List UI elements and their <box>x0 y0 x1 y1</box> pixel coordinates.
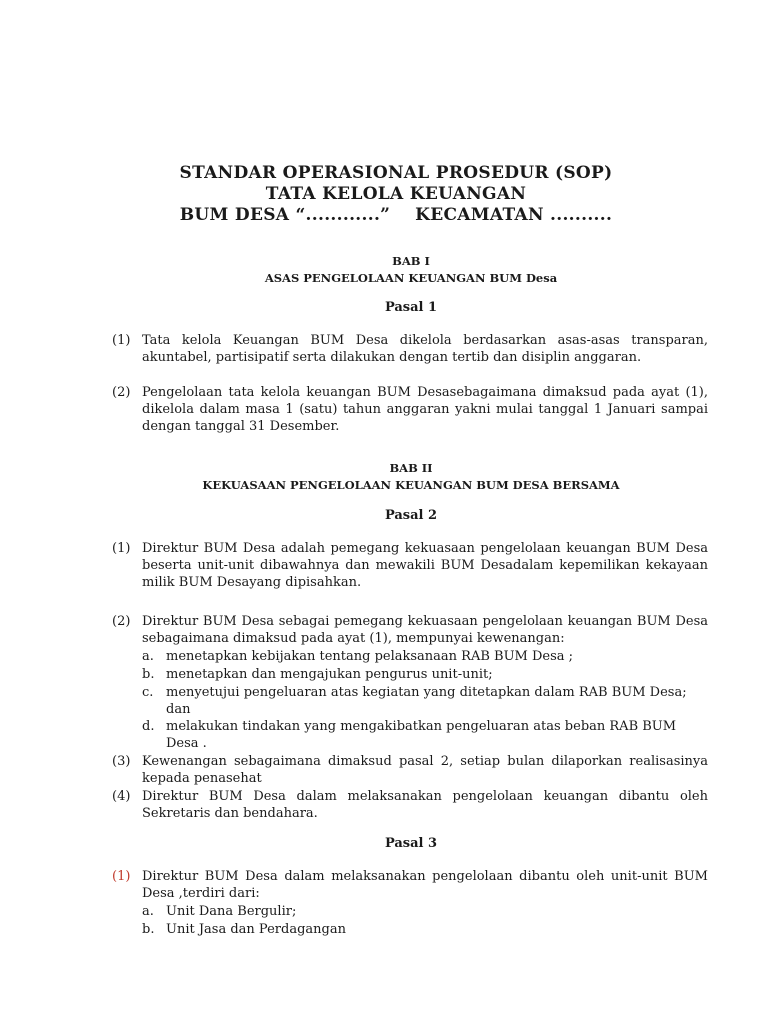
subitem-text: melakukan tindakan yang mengakibatkan pengeluaran atas beban RAB BUM Desa . <box>166 719 677 751</box>
item-number: (4) <box>112 789 131 804</box>
document-title-line-1: STANDAR OPERASIONAL PROSEDUR (SOP) <box>179 163 613 183</box>
subitem-letter: b. <box>142 667 155 682</box>
subitem-letter: a. <box>142 649 154 664</box>
item-text: Direktur BUM Desa dalam melaksanakan pengelolaan keuangan dibantu oleh Sekretaris dan bendahara. <box>142 789 708 821</box>
item-number: (2) <box>112 614 131 629</box>
bab-2-subtitle: KEKUASAAN PENGELOLAAN KEUANGAN BUM DESA BERSAMA <box>202 478 620 492</box>
pasal-3-heading: Pasal 3 <box>384 836 438 851</box>
item-text: Direktur BUM Desa sebagai pemegang kekuasaan pengelolaan keuangan BUM Desa sebagaimana dimaksud pada ayat (1), mempunyai kewenangan: <box>142 614 708 646</box>
item-text: Tata kelola Keuangan BUM Desa dikelola berdasarkan asas-asas transparan, akuntabel, partisipatif serta dilakukan dengan tertib dan disiplin anggaran. <box>142 333 708 365</box>
bab-1-heading: BAB I <box>392 254 430 268</box>
subitem-text: menetapkan dan mengajukan pengurus unit-unit; <box>166 667 493 682</box>
subitem-letter: b. <box>142 922 155 937</box>
document-title-line-3: BUM DESA “............” KECAMATAN .......... <box>179 205 613 225</box>
item-text: Pengelolaan tata kelola keuangan BUM Desasebagaimana dimaksud pada ayat (1), dikelola dalam masa 1 (satu) tahun anggaran yakni mulai tanggal 1 Januari sampai dengan tanggal 31 Desember. <box>142 385 708 434</box>
subitem-text: menetapkan kebijakan tentang pelaksanaan RAB BUM Desa ; <box>166 649 574 664</box>
pasal-2-heading: Pasal 2 <box>384 508 438 523</box>
subitem-letter: d. <box>142 719 155 734</box>
item-number: (1) <box>112 541 131 556</box>
bab-1-subtitle: ASAS PENGELOLAAN KEUANGAN BUM Desa <box>264 271 558 285</box>
bab-2-heading: BAB II <box>389 461 433 475</box>
item-number: (2) <box>112 385 131 400</box>
document-title-line-2: TATA KELOLA KEUANGAN <box>265 184 527 204</box>
subitem-text: Unit Jasa dan Perdagangan <box>166 922 346 937</box>
subitem-letter: a. <box>142 904 154 919</box>
item-text: Direktur BUM Desa dalam melaksanakan pengelolaan dibantu oleh unit-unit BUM Desa ,terdiri dari: <box>142 869 708 901</box>
item-text: Kewenangan sebagaimana dimaksud pasal 2, setiap bulan dilaporkan realisasinya kepada penasehat <box>142 754 708 786</box>
item-number: (1) <box>112 333 131 348</box>
subitem-text: Unit Dana Bergulir; <box>166 904 297 919</box>
subitem-letter: c. <box>142 685 154 700</box>
pasal-1-heading: Pasal 1 <box>384 300 438 315</box>
item-number: (1) <box>112 869 131 884</box>
item-text: Direktur BUM Desa adalah pemegang kekuasaan pengelolaan keuangan BUM Desa beserta unit-unit dibawahnya dan mewakili BUM Desadalam kepemilikan kekayaan milik BUM Desayang dipisahkan. <box>142 541 708 590</box>
item-number: (3) <box>112 754 131 769</box>
subitem-text: menyetujui pengeluaran atas kegiatan yang ditetapkan dalam RAB BUM Desa; dan <box>166 685 687 717</box>
